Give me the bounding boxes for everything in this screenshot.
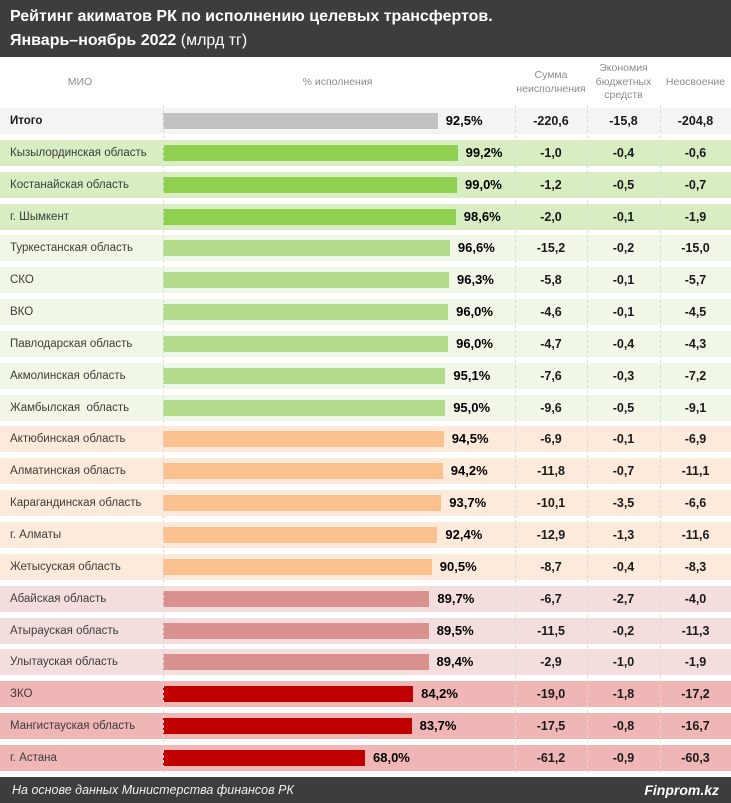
table-row	[0, 331, 731, 357]
percent-label: 96,0%	[456, 335, 493, 351]
value-economy: -0,1	[612, 209, 635, 224]
value-sum: -10,1	[536, 496, 566, 511]
source-note: На основе данных Министерства финансов РК	[12, 783, 294, 797]
percent-label: 96,3%	[457, 272, 494, 288]
percent-label: 90,5%	[439, 558, 477, 574]
value-sum: -2,9	[540, 655, 562, 670]
percent-bar	[163, 272, 449, 288]
value-underuse: -0,6	[684, 145, 707, 160]
value-underuse: -1,9	[684, 655, 707, 670]
table-row	[0, 204, 731, 230]
value-underuse: -17,2	[681, 687, 710, 702]
grid-line-col2	[587, 105, 588, 773]
percent-label: 92,5%	[445, 113, 483, 128]
value-economy: -0,5	[612, 177, 635, 192]
value-underuse: -15,0	[681, 241, 710, 256]
grid-line-axis	[163, 105, 164, 773]
value-underuse: -0,7	[684, 177, 707, 192]
column-headers	[0, 57, 731, 108]
value-economy: -0,1	[612, 432, 635, 447]
percent-label: 68,0%	[373, 749, 410, 765]
percent-bar	[163, 591, 429, 607]
percent-bar	[163, 177, 457, 193]
percent-label: 94,5%	[451, 431, 489, 447]
value-economy: -0,3	[612, 368, 635, 383]
table-row	[0, 522, 731, 548]
value-sum: -5,8	[540, 273, 562, 288]
value-economy: -15,8	[609, 114, 638, 128]
percent-bar	[163, 463, 443, 479]
value-economy: -0,2	[612, 623, 635, 638]
region-label: СКО	[10, 274, 34, 287]
percent-label: 93,7%	[449, 495, 487, 511]
percent-label: 96,0%	[456, 304, 493, 320]
value-underuse: -7,2	[684, 368, 707, 383]
table-row	[0, 140, 731, 166]
value-economy: -0,4	[612, 145, 635, 160]
percent-label: 95,1%	[453, 367, 491, 383]
value-sum: -11,8	[537, 464, 565, 479]
grid-line-col1	[515, 105, 516, 773]
chart-title-line1: Рейтинг акиматов РК по исполнению целевых трансфертов.	[10, 8, 493, 25]
percent-bar	[163, 113, 438, 129]
percent-label: 92,4%	[445, 526, 483, 542]
region-label: г. Алматы	[10, 528, 62, 541]
value-sum: -1,0	[540, 145, 562, 160]
value-economy: -0,1	[612, 305, 635, 320]
value-economy: -2,7	[612, 591, 635, 606]
chart-title-period: Январь–ноябрь 2022	[10, 32, 177, 49]
percent-bar	[163, 718, 412, 734]
rows-container	[0, 108, 731, 777]
percent-bar	[163, 400, 445, 416]
region-label: г. Шымкент	[10, 210, 70, 223]
value-underuse: -11,6	[681, 527, 710, 542]
column-header-percent: % исполнения	[302, 75, 373, 88]
table-row	[0, 490, 731, 516]
value-economy: -0,4	[612, 559, 635, 574]
value-sum: -7,6	[540, 368, 562, 383]
value-sum: -8,7	[540, 559, 562, 574]
percent-label: 89,7%	[437, 590, 475, 606]
region-label: Павлодарская область	[10, 337, 133, 350]
region-label: Жамбылская область	[10, 401, 130, 414]
value-underuse: -11,1	[681, 464, 710, 479]
value-sum: -15,2	[536, 241, 566, 256]
percent-label: 83,7%	[419, 718, 457, 734]
title-bar	[0, 0, 731, 57]
table-row	[0, 108, 731, 134]
percent-bar	[163, 654, 429, 670]
region-label: Мангистауская область	[10, 720, 136, 733]
value-economy: -0,1	[612, 273, 635, 288]
percent-label: 98,6%	[463, 208, 501, 224]
table-row	[0, 458, 731, 484]
value-economy: -1,3	[612, 527, 635, 542]
column-header-sum: Сумма неисполнения	[516, 68, 586, 95]
region-label: Карагандинская область	[10, 497, 142, 510]
percent-label: 99,2%	[465, 144, 503, 160]
percent-bar	[163, 368, 445, 384]
value-sum: -12,9	[536, 527, 566, 542]
value-underuse: -204,8	[677, 114, 714, 128]
region-label: ЗКО	[10, 688, 33, 701]
value-sum: -4,7	[540, 336, 562, 351]
value-sum: -11,5	[537, 623, 565, 638]
region-label: Алматинская область	[10, 465, 126, 478]
table-row	[0, 586, 731, 612]
region-label: г. Астана	[10, 751, 57, 764]
value-underuse: -16,7	[681, 719, 710, 734]
percent-bar	[163, 527, 437, 543]
percent-bar	[163, 623, 429, 639]
table-row	[0, 681, 731, 707]
percent-bar	[163, 686, 413, 702]
value-economy: -1,8	[612, 687, 635, 702]
region-label: Акмолинская область	[10, 369, 126, 382]
value-economy: -0,4	[612, 336, 635, 351]
region-label: Итого	[10, 115, 43, 127]
percent-label: 96,6%	[457, 240, 495, 256]
table-row	[0, 618, 731, 644]
value-underuse: -6,9	[684, 432, 707, 447]
value-sum: -17,5	[536, 719, 566, 734]
column-header-economy: Экономия бюджетных средств	[595, 62, 652, 102]
percent-bar	[163, 304, 448, 320]
value-economy: -3,5	[612, 496, 635, 511]
chart-title-unit: (млрд тг)	[176, 32, 248, 49]
region-label: Кызылординская область	[10, 146, 147, 159]
value-underuse: -4,3	[684, 336, 707, 351]
table-row	[0, 395, 731, 421]
region-label: Атырауская область	[10, 624, 119, 637]
value-sum: -19,0	[536, 687, 566, 702]
value-underuse: -6,6	[684, 496, 707, 511]
percent-bar	[163, 559, 432, 575]
region-label: Актюбинская область	[10, 433, 126, 446]
value-sum: -6,9	[540, 432, 562, 447]
table-row	[0, 363, 731, 389]
percent-label: 99,0%	[465, 176, 502, 192]
brand-logo: Finprom.kz	[644, 782, 719, 798]
value-sum: -4,6	[540, 305, 562, 320]
table-row	[0, 235, 731, 261]
chart-title-line2	[10, 29, 731, 53]
percent-bar	[163, 145, 458, 161]
table-row	[0, 267, 731, 293]
value-underuse: -4,5	[684, 305, 707, 320]
value-underuse: -4,0	[684, 591, 707, 606]
value-economy: -0,5	[612, 400, 635, 415]
percent-label: 84,2%	[421, 686, 458, 702]
value-economy: -0,7	[612, 464, 635, 479]
percent-bar	[163, 240, 450, 256]
percent-label: 89,4%	[436, 654, 474, 670]
percent-bar	[163, 209, 456, 225]
region-label: ВКО	[10, 306, 34, 319]
percent-bar	[163, 495, 441, 511]
percent-bar	[163, 431, 444, 447]
value-underuse: -1,9	[684, 209, 707, 224]
value-underuse: -11,3	[681, 623, 710, 638]
table-row	[0, 554, 731, 580]
percent-bar	[163, 336, 448, 352]
value-sum: -6,7	[540, 591, 562, 606]
percent-label: 94,2%	[450, 463, 488, 479]
region-label: Улытауская область	[10, 656, 118, 669]
value-sum: -220,6	[533, 114, 569, 128]
value-underuse: -8,3	[684, 559, 707, 574]
table-row	[0, 172, 731, 198]
table-row	[0, 299, 731, 325]
region-label: Туркестанская область	[10, 242, 134, 255]
value-sum: -1,2	[540, 177, 562, 192]
percent-bar	[163, 750, 365, 766]
region-label: Жетысуская область	[10, 560, 121, 573]
percent-label: 95,0%	[453, 399, 491, 415]
value-sum: -2,0	[540, 209, 562, 224]
column-header-underuse: Неосвоение	[665, 75, 726, 88]
percent-label: 89,5%	[436, 622, 474, 638]
value-economy: -0,9	[612, 750, 635, 765]
footer-bar	[0, 777, 731, 803]
value-underuse: -5,7	[684, 273, 707, 288]
value-sum: -61,2	[536, 750, 566, 765]
table-row	[0, 426, 731, 452]
value-sum: -9,6	[540, 400, 562, 415]
region-label: Костанайская область	[10, 178, 129, 191]
region-label: Абайская область	[10, 592, 107, 605]
table-row	[0, 649, 731, 675]
column-header-mio: МИО	[67, 75, 93, 88]
value-underuse: -9,1	[684, 400, 707, 415]
value-economy: -0,8	[612, 719, 635, 734]
value-economy: -1,0	[612, 655, 635, 670]
value-economy: -0,2	[612, 241, 635, 256]
grid-line-col3	[660, 105, 661, 773]
table-row	[0, 745, 731, 771]
table-row	[0, 713, 731, 739]
value-underuse: -60,3	[681, 750, 710, 765]
